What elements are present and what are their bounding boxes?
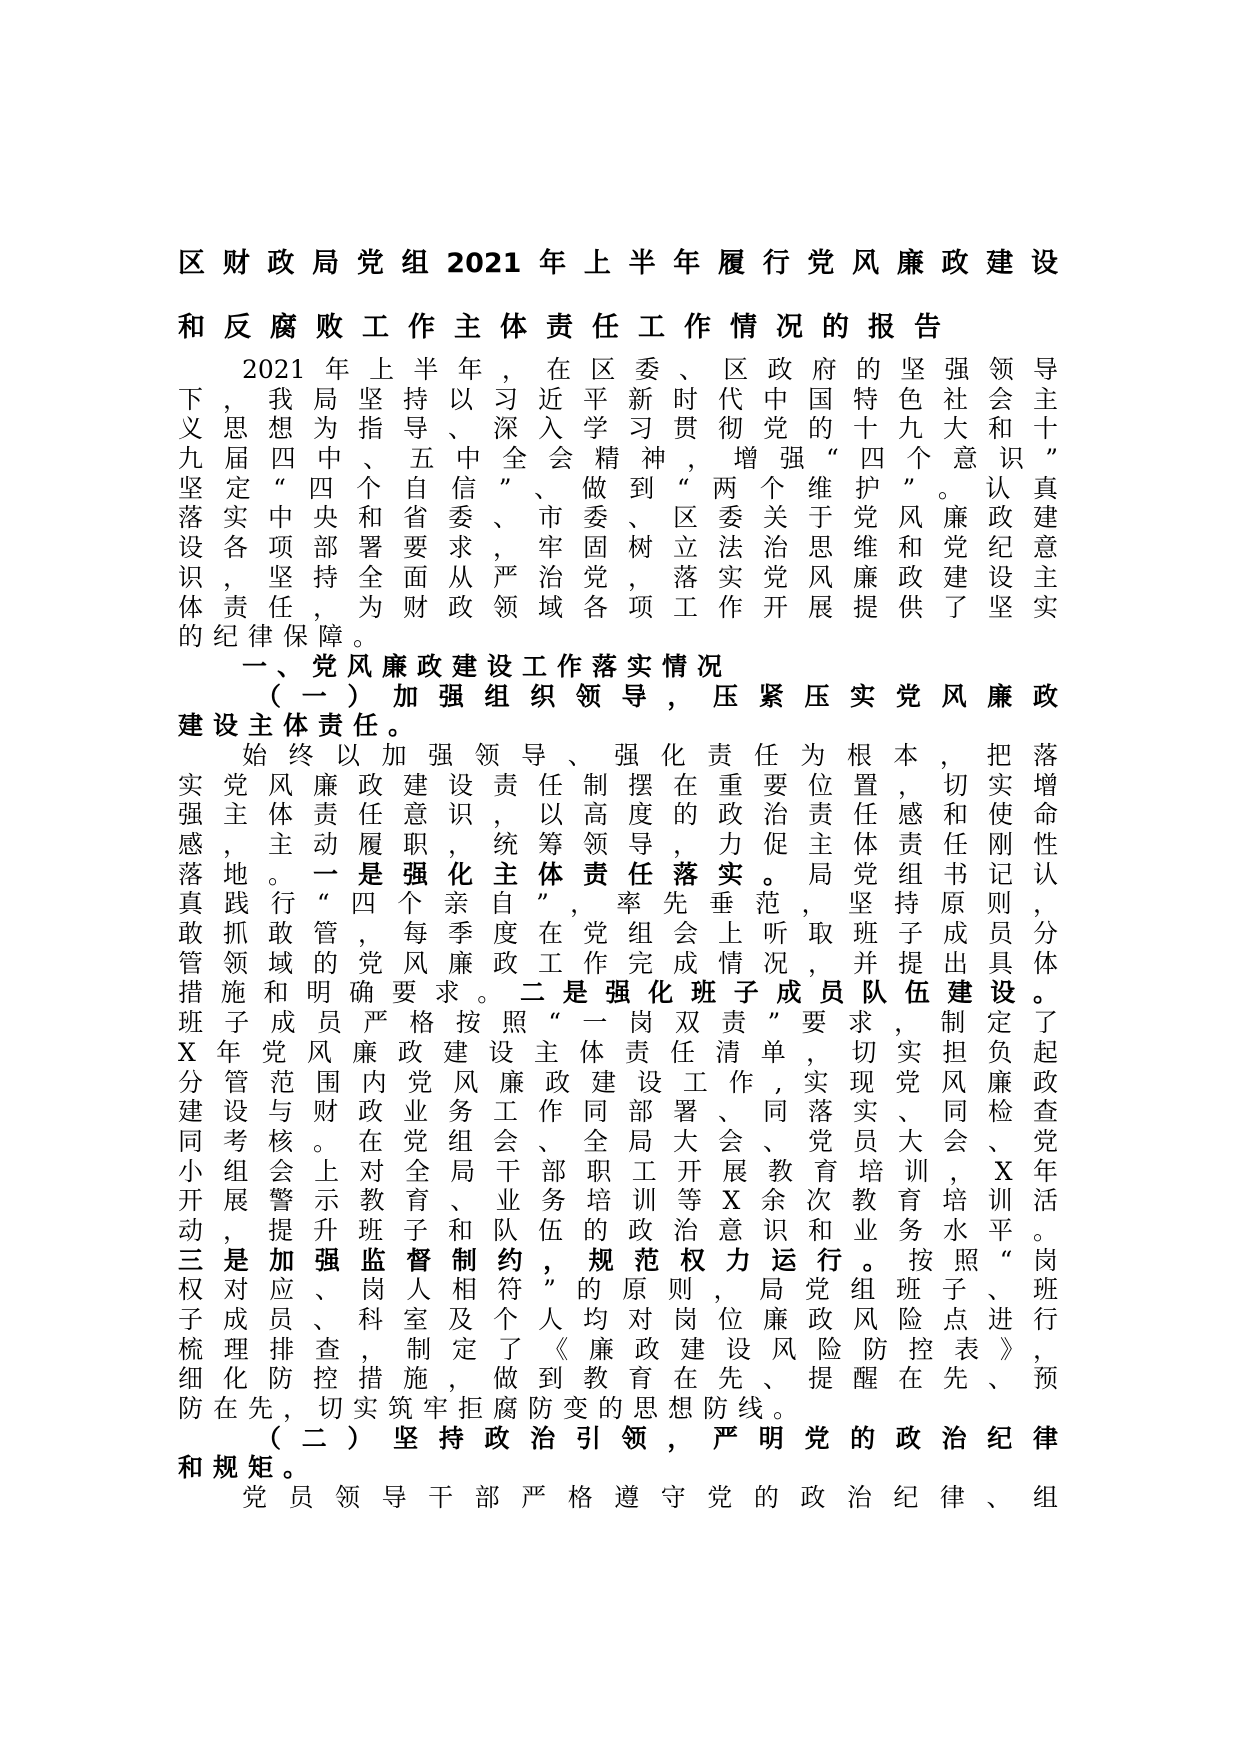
intro-line: 九届四中、五中全会精神，增强“四个意识” bbox=[178, 444, 1058, 474]
body-line: 动，提升班子和队伍的政治意识和业务水平。 bbox=[178, 1215, 1058, 1245]
body-text-segment: 按照“岗 bbox=[908, 1245, 1058, 1275]
intro-line: 体责任，为财政领域各项工作开展提供了坚实 bbox=[178, 592, 1058, 622]
body-line: 建设与财政业务工作同部署、同落实、同检查 bbox=[178, 1097, 1058, 1127]
body-line: 小组会上对全局干部职工开展教育培训，X年 bbox=[178, 1156, 1058, 1186]
subsection-heading-line-2: 和规矩。 bbox=[178, 1453, 319, 1483]
section-heading: 一、党风廉政建设工作落实情况 bbox=[242, 651, 733, 681]
body-line: 实党风廉政建设责任制摆在重要位置，切实增 bbox=[178, 770, 1058, 800]
intro-line: 坚定“四个自信”、做到“两个维护”。认真 bbox=[178, 473, 1058, 503]
intro-line: 识，坚持全面从严治党，落实党风廉政建设主 bbox=[178, 562, 1058, 592]
body-line: 真践行“四个亲自”，率先垂范，坚持原则， bbox=[178, 889, 1058, 919]
body-line: 强主体责任意识，以高度的政治责任感和使命 bbox=[178, 800, 1058, 830]
body-line: 细化防控措施，做到教育在先、提醒在先、预 bbox=[178, 1364, 1058, 1394]
body-line: 权对应、岗人相符”的原则，局党组班子、班 bbox=[178, 1275, 1058, 1305]
body-line: 分管范围内党风廉政建设工作,实现党风廉政 bbox=[178, 1067, 1058, 1097]
intro-line: 的纪律保障。 bbox=[178, 622, 389, 652]
subsection-heading-line-1: （二）坚持政治引领，严明党的政治纪律 bbox=[256, 1423, 1058, 1453]
body-line bbox=[178, 978, 1058, 1008]
document-title-line-1: 区财政局党组2021年上半年履行党风廉政建设 bbox=[178, 248, 1058, 279]
body-line: 感，主动履职，统筹领导，力促主体责任刚性 bbox=[178, 830, 1058, 859]
intro-line: 义思想为指导、深入学习贯彻党的十九大和十 bbox=[178, 414, 1058, 444]
body-line: 防在先，切实筑牢拒腐防变的思想防线。 bbox=[178, 1394, 809, 1424]
body-line: 开展警示教育、业务培训等X余次教育培训活 bbox=[178, 1186, 1058, 1216]
body-line: 同考核。在党组会、全局大会、党员大会、党 bbox=[178, 1126, 1058, 1156]
document-title-line-2: 和反腐败工作主体责任工作情况的报告 bbox=[178, 312, 960, 343]
body-line: 梳理排查，制定了《廉政建设风险防控表》， bbox=[178, 1334, 1058, 1364]
body-line: 敢抓敢管，每季度在党组会上听取班子成员分 bbox=[178, 919, 1058, 949]
bold-point-1: 一是强化主体责任落实。 bbox=[313, 859, 808, 889]
intro-line: 2021年上半年，在区委、区政府的坚强领导 bbox=[242, 355, 1058, 384]
body-line bbox=[178, 1246, 1058, 1276]
intro-line: 落实中央和省委、市委、区委关于党风廉政建 bbox=[178, 503, 1058, 533]
body-line: 党员领导干部严格遵守党的政治纪律、组 bbox=[242, 1483, 1058, 1513]
subsection-heading-line-2: 建设主体责任。 bbox=[178, 711, 424, 741]
body-text-segment: 局党组书记认 bbox=[807, 859, 1058, 889]
intro-line: 下，我局坚持以习近平新时代中国特色社会主 bbox=[178, 384, 1058, 414]
document-body bbox=[178, 355, 1058, 1513]
body-line: 始终以加强领导、强化责任为根本，把落 bbox=[242, 740, 1058, 770]
body-line: 班子成员严格按照“一岗双责”要求，制定了 bbox=[178, 1008, 1058, 1038]
body-line: 管领域的党风廉政工作完成情况，并提出具体 bbox=[178, 948, 1058, 978]
intro-line: 设各项部署要求，牢固树立法治思维和党纪意 bbox=[178, 533, 1058, 563]
bold-point-2: 二是强化班子成员队伍建设。 bbox=[520, 978, 1058, 1008]
subsection-heading-line-1: （一）加强组织领导，压紧压实党风廉政 bbox=[256, 681, 1058, 711]
bold-point-3: 三是加强监督制约，规范权力运行。 bbox=[178, 1245, 909, 1275]
document-page bbox=[178, 0, 1058, 1748]
body-line: 子成员、科室及个人均对岗位廉政风险点进行 bbox=[178, 1305, 1058, 1334]
body-line bbox=[178, 860, 1058, 890]
body-text-segment: 措施和明确要求。 bbox=[178, 978, 520, 1008]
body-line: X年党风廉政建设主体责任清单，切实担负起 bbox=[178, 1037, 1058, 1067]
body-text-segment: 落地。 bbox=[178, 859, 313, 889]
